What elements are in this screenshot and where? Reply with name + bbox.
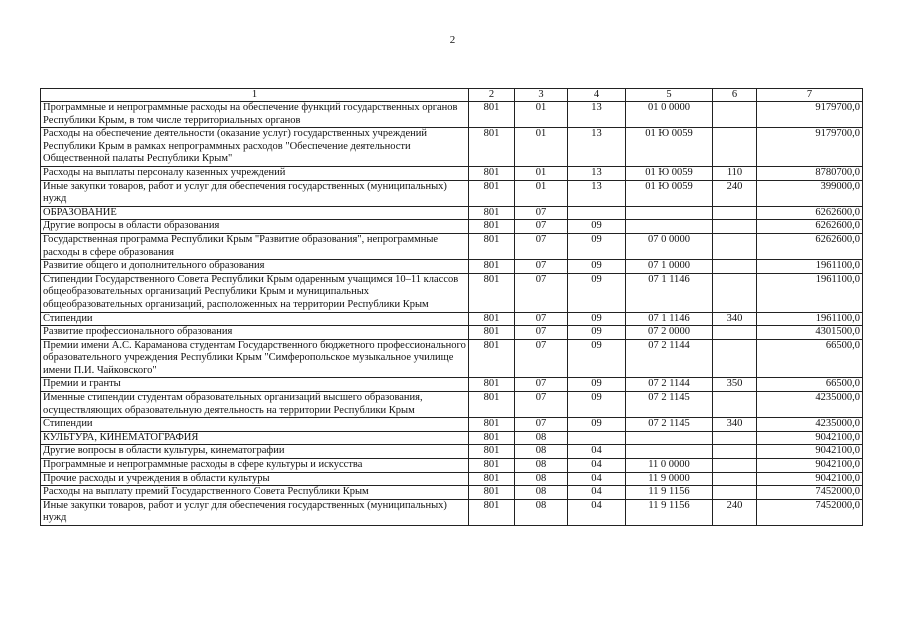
cell-subsection-code: 13 <box>568 102 626 128</box>
cell-expense-type <box>713 431 757 445</box>
table-row <box>41 459 863 473</box>
cell-section-code: 08 <box>515 445 568 459</box>
header-cell: 1 <box>41 89 469 102</box>
cell-ministry-code: 801 <box>469 418 515 432</box>
cell-name: Премии имени А.С. Караманова студентам Государственного бюджетного профессионального образовательного учреждения Республики Крым "Симферопольское музыкальное училище имени П.И. Чайковского" <box>41 339 469 378</box>
table-row <box>41 180 863 206</box>
cell-target-article: 07 2 1145 <box>626 392 713 418</box>
cell-amount: 9042100,0 <box>757 431 863 445</box>
cell-section-code: 07 <box>515 312 568 326</box>
page-number: 2 <box>449 34 456 46</box>
cell-target-article: 07 2 1145 <box>626 418 713 432</box>
cell-subsection-code: 04 <box>568 486 626 500</box>
cell-subsection-code: 13 <box>568 180 626 206</box>
cell-subsection-code: 09 <box>568 339 626 378</box>
cell-amount: 4235000,0 <box>757 392 863 418</box>
cell-expense-type: 240 <box>713 180 757 206</box>
cell-subsection-code: 09 <box>568 326 626 340</box>
header-cell: 3 <box>515 89 568 102</box>
cell-target-article: 07 2 1144 <box>626 339 713 378</box>
cell-target-article: 11 9 0000 <box>626 472 713 486</box>
cell-ministry-code: 801 <box>469 220 515 234</box>
cell-section-code: 08 <box>515 472 568 486</box>
cell-name: Государственная программа Республики Крым "Развитие образования", непрограммные расходы в сфере образования <box>41 233 469 259</box>
cell-amount: 9042100,0 <box>757 472 863 486</box>
cell-name: Стипендии <box>41 312 469 326</box>
cell-name: Расходы на выплату премий Государственного Совета Республики Крым <box>41 486 469 500</box>
cell-subsection-code: 09 <box>568 233 626 259</box>
cell-ministry-code: 801 <box>469 128 515 167</box>
cell-ministry-code: 801 <box>469 486 515 500</box>
cell-name: Другие вопросы в области образования <box>41 220 469 234</box>
cell-name: Именные стипендии студентам образовательных организаций высшего образования, осуществляющих образовательную деятельность на территории Республики Крым <box>41 392 469 418</box>
cell-name: КУЛЬТУРА, КИНЕМАТОГРАФИЯ <box>41 431 469 445</box>
table-row <box>41 418 863 432</box>
cell-target-article: 07 1 1146 <box>626 312 713 326</box>
cell-amount: 9179700,0 <box>757 128 863 167</box>
cell-name: Иные закупки товаров, работ и услуг для обеспечения государственных (муниципальных) нужд <box>41 180 469 206</box>
cell-subsection-code: 04 <box>568 472 626 486</box>
cell-section-code: 07 <box>515 326 568 340</box>
cell-subsection-code <box>568 206 626 220</box>
cell-expense-type <box>713 233 757 259</box>
cell-expense-type <box>713 326 757 340</box>
cell-amount: 7452000,0 <box>757 499 863 525</box>
cell-ministry-code: 801 <box>469 260 515 274</box>
cell-ministry-code: 801 <box>469 339 515 378</box>
cell-section-code: 07 <box>515 273 568 312</box>
table-row <box>41 273 863 312</box>
table-row <box>41 499 863 525</box>
cell-expense-type <box>713 459 757 473</box>
table-row <box>41 128 863 167</box>
cell-target-article: 11 9 1156 <box>626 486 713 500</box>
cell-section-code: 07 <box>515 220 568 234</box>
cell-ministry-code: 801 <box>469 392 515 418</box>
cell-expense-type <box>713 220 757 234</box>
table-row <box>41 312 863 326</box>
cell-expense-type <box>713 445 757 459</box>
cell-subsection-code: 09 <box>568 220 626 234</box>
cell-amount: 66500,0 <box>757 339 863 378</box>
cell-name: Иные закупки товаров, работ и услуг для обеспечения государственных (муниципальных) нужд <box>41 499 469 525</box>
cell-target-article: 07 1 1146 <box>626 273 713 312</box>
cell-target-article: 01 Ю 0059 <box>626 166 713 180</box>
cell-ministry-code: 801 <box>469 180 515 206</box>
table-row <box>41 445 863 459</box>
cell-subsection-code <box>568 431 626 445</box>
cell-section-code: 07 <box>515 339 568 378</box>
cell-expense-type: 350 <box>713 378 757 392</box>
cell-amount: 4301500,0 <box>757 326 863 340</box>
cell-ministry-code: 801 <box>469 206 515 220</box>
cell-subsection-code: 09 <box>568 392 626 418</box>
cell-expense-type <box>713 260 757 274</box>
cell-subsection-code: 04 <box>568 459 626 473</box>
table-row <box>41 220 863 234</box>
header-cell: 7 <box>757 89 863 102</box>
cell-amount: 66500,0 <box>757 378 863 392</box>
table-row <box>41 486 863 500</box>
header-cell: 2 <box>469 89 515 102</box>
cell-amount: 9042100,0 <box>757 445 863 459</box>
cell-name: Прочие расходы и учреждения в области культуры <box>41 472 469 486</box>
cell-ministry-code: 801 <box>469 459 515 473</box>
cell-ministry-code: 801 <box>469 273 515 312</box>
cell-name: Расходы на обеспечение деятельности (оказание услуг) государственных учреждений Республики Крым в рамках непрограммных расходов "Обеспечение деятельности Общественной палаты Республики Крым" <box>41 128 469 167</box>
cell-ministry-code: 801 <box>469 499 515 525</box>
cell-expense-type <box>713 128 757 167</box>
cell-name: Программные и непрограммные расходы на обеспечение функций государственных органов Республики Крым, в том числе территориальных органов <box>41 102 469 128</box>
cell-section-code: 01 <box>515 180 568 206</box>
cell-section-code: 08 <box>515 459 568 473</box>
cell-expense-type <box>713 273 757 312</box>
cell-section-code: 01 <box>515 128 568 167</box>
cell-target-article: 07 2 1144 <box>626 378 713 392</box>
cell-target-article <box>626 206 713 220</box>
cell-target-article: 01 Ю 0059 <box>626 180 713 206</box>
cell-target-article <box>626 431 713 445</box>
cell-amount: 399000,0 <box>757 180 863 206</box>
cell-section-code: 07 <box>515 260 568 274</box>
cell-subsection-code: 09 <box>568 312 626 326</box>
cell-expense-type <box>713 486 757 500</box>
cell-expense-type: 110 <box>713 166 757 180</box>
cell-name: Расходы на выплаты персоналу казенных учреждений <box>41 166 469 180</box>
cell-subsection-code: 09 <box>568 378 626 392</box>
cell-amount: 1961100,0 <box>757 260 863 274</box>
cell-ministry-code: 801 <box>469 431 515 445</box>
table-row <box>41 326 863 340</box>
cell-section-code: 07 <box>515 378 568 392</box>
table-row <box>41 431 863 445</box>
cell-expense-type <box>713 102 757 128</box>
cell-section-code: 01 <box>515 166 568 180</box>
cell-ministry-code: 801 <box>469 445 515 459</box>
cell-target-article: 07 2 0000 <box>626 326 713 340</box>
cell-name: ОБРАЗОВАНИЕ <box>41 206 469 220</box>
cell-ministry-code: 801 <box>469 312 515 326</box>
cell-amount: 8780700,0 <box>757 166 863 180</box>
cell-name: Другие вопросы в области культуры, кинематографии <box>41 445 469 459</box>
budget-table <box>40 88 863 526</box>
cell-target-article: 07 1 0000 <box>626 260 713 274</box>
cell-expense-type: 240 <box>713 499 757 525</box>
cell-expense-type: 340 <box>713 312 757 326</box>
cell-subsection-code: 09 <box>568 273 626 312</box>
header-cell: 6 <box>713 89 757 102</box>
table-row <box>41 233 863 259</box>
header-cell: 4 <box>568 89 626 102</box>
cell-target-article: 11 0 0000 <box>626 459 713 473</box>
header-cell: 5 <box>626 89 713 102</box>
cell-ministry-code: 801 <box>469 102 515 128</box>
table-row <box>41 102 863 128</box>
cell-ministry-code: 801 <box>469 472 515 486</box>
cell-target-article: 07 0 0000 <box>626 233 713 259</box>
table-header-row <box>41 89 863 102</box>
cell-subsection-code: 13 <box>568 166 626 180</box>
cell-expense-type <box>713 472 757 486</box>
cell-subsection-code: 04 <box>568 499 626 525</box>
cell-amount: 4235000,0 <box>757 418 863 432</box>
cell-section-code: 01 <box>515 102 568 128</box>
cell-target-article: 01 0 0000 <box>626 102 713 128</box>
cell-name: Стипендии Государственного Совета Республики Крым одаренным учащимся 10–11 классов общеобразовательных организаций Республики Крым и муниципальных общеобразовательных организаций, расположенных на территории Республики Крым <box>41 273 469 312</box>
cell-name: Развитие общего и дополнительного образования <box>41 260 469 274</box>
cell-expense-type <box>713 206 757 220</box>
cell-expense-type: 340 <box>713 418 757 432</box>
cell-amount: 6262600,0 <box>757 206 863 220</box>
table-row <box>41 472 863 486</box>
cell-amount: 1961100,0 <box>757 312 863 326</box>
cell-subsection-code: 09 <box>568 418 626 432</box>
table-row <box>41 166 863 180</box>
cell-subsection-code: 04 <box>568 445 626 459</box>
cell-target-article: 11 9 1156 <box>626 499 713 525</box>
table-body <box>41 102 863 526</box>
table-row <box>41 206 863 220</box>
cell-target-article <box>626 445 713 459</box>
cell-name: Премии и гранты <box>41 378 469 392</box>
cell-name: Развитие профессионального образования <box>41 326 469 340</box>
cell-section-code: 08 <box>515 499 568 525</box>
cell-ministry-code: 801 <box>469 378 515 392</box>
cell-expense-type <box>713 392 757 418</box>
cell-section-code: 08 <box>515 431 568 445</box>
cell-section-code: 07 <box>515 233 568 259</box>
cell-amount: 7452000,0 <box>757 486 863 500</box>
table-row <box>41 392 863 418</box>
cell-ministry-code: 801 <box>469 166 515 180</box>
cell-subsection-code: 13 <box>568 128 626 167</box>
cell-subsection-code: 09 <box>568 260 626 274</box>
cell-expense-type <box>713 339 757 378</box>
cell-target-article <box>626 220 713 234</box>
cell-name: Стипендии <box>41 418 469 432</box>
cell-ministry-code: 801 <box>469 233 515 259</box>
table-row <box>41 260 863 274</box>
cell-section-code: 07 <box>515 392 568 418</box>
cell-section-code: 07 <box>515 206 568 220</box>
table-row <box>41 378 863 392</box>
cell-section-code: 08 <box>515 486 568 500</box>
table-row <box>41 339 863 378</box>
cell-amount: 6262600,0 <box>757 220 863 234</box>
cell-amount: 6262600,0 <box>757 233 863 259</box>
cell-amount: 9179700,0 <box>757 102 863 128</box>
cell-ministry-code: 801 <box>469 326 515 340</box>
cell-target-article: 01 Ю 0059 <box>626 128 713 167</box>
cell-section-code: 07 <box>515 418 568 432</box>
cell-name: Программные и непрограммные расходы в сфере культуры и искусства <box>41 459 469 473</box>
cell-amount: 9042100,0 <box>757 459 863 473</box>
cell-amount: 1961100,0 <box>757 273 863 312</box>
